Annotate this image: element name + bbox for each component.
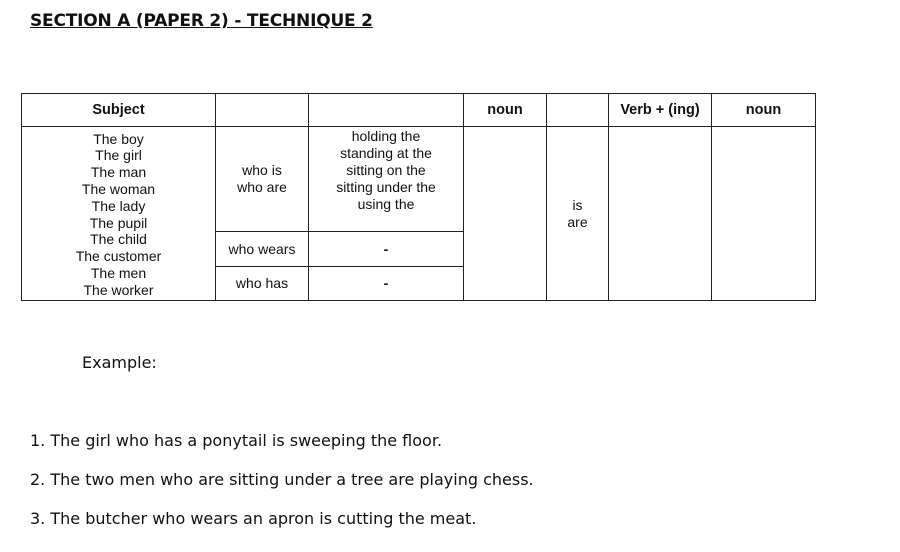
example-sentence-3: 3. The butcher who wears an apron is cutting the meat. [30, 509, 477, 528]
header-noun-2: noun [712, 94, 816, 127]
table-row [22, 127, 816, 232]
subject-item: The worker [83, 281, 154, 298]
header-relative [216, 94, 309, 127]
relative-who-is: who is [242, 162, 282, 178]
example-sentence-2: 2. The two men who are sitting under a tree are playing chess. [30, 470, 534, 489]
ing-phrase: standing at the [340, 144, 432, 161]
ing-phrase: sitting under the [336, 178, 436, 195]
subject-item: The woman [81, 180, 156, 197]
example-label: Example: [82, 353, 157, 372]
ing-phrase-cell [309, 127, 464, 232]
header-noun-1: noun [464, 94, 547, 127]
subject-item: The man [90, 164, 147, 181]
subject-cell [22, 127, 216, 301]
header-verb-ing: Verb + (ing) [609, 94, 712, 127]
ing-phrase: sitting on the [346, 161, 426, 178]
header-phrase [309, 94, 464, 127]
relative-who-are: who are [237, 179, 287, 195]
section-title: SECTION A (PAPER 2) - TECHNIQUE 2 [30, 11, 373, 31]
table-header-row [22, 94, 816, 127]
verb-are: are [567, 213, 588, 230]
subject-item: The boy [93, 130, 144, 147]
header-verb [547, 94, 609, 127]
subject-item: The child [90, 231, 147, 248]
ing-phrase: using the [357, 195, 415, 212]
noun-cell-1 [464, 127, 547, 301]
ing-phrase: holding the [351, 127, 421, 144]
relative-who-has: who has [216, 267, 309, 301]
verb-cell [547, 127, 609, 301]
subject-item: The men [90, 264, 147, 281]
sentence-pattern-table [21, 93, 816, 301]
example-sentence-1: 1. The girl who has a ponytail is sweeping the floor. [30, 431, 443, 450]
dash-cell: - [309, 232, 464, 267]
dash-cell: - [309, 267, 464, 301]
subject-item: The customer [75, 248, 162, 265]
subject-item: The pupil [89, 214, 148, 231]
noun-cell-2 [712, 127, 816, 301]
verb-ing-cell [609, 127, 712, 301]
verb-is: is [572, 196, 583, 213]
header-subject: Subject [22, 94, 216, 127]
subject-item: The lady [91, 197, 146, 214]
relative-pronoun-cell [216, 127, 309, 232]
relative-who-wears: who wears [216, 232, 309, 267]
subject-item: The girl [95, 147, 142, 164]
